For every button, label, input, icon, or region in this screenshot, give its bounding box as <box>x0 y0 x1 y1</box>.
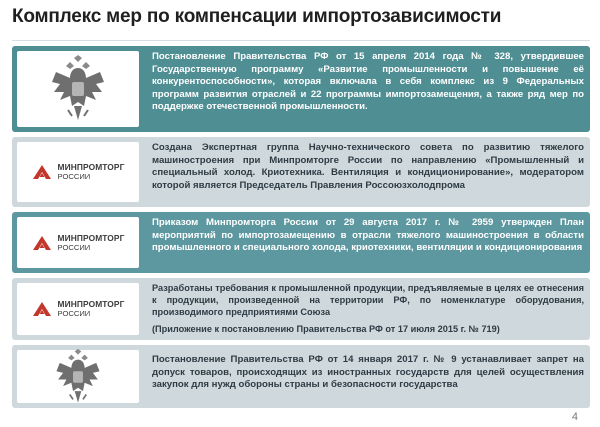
minpromtorg-mark-icon <box>32 164 52 180</box>
measure-row-2 <box>12 137 590 207</box>
logo-line-2: РОССИИ <box>57 172 91 181</box>
minpromtorg-logo <box>32 300 125 318</box>
measure-text-line: Постановление Правительства РФ от 14 января 2017 г. № 9 устанавливает запрет на допуск товаров, происходящих из иностранных государств для целей осуществления закупок для нужд обороны страны и безопасности государства <box>152 354 584 391</box>
logo-line-1: МИНПРОМТОРГ <box>57 162 125 172</box>
page-title: Комплекс мер по компенсации импортозависимости <box>12 6 502 27</box>
measure-text-line: Создана Экспертная группа Научно-технического совета по развитию тяжелого машиностроения при Минпромторге России по направлению «Промышленный и специальный холод. Криотехника. Вентиляция и кондиционирование», модератором которой является Председатель Правления Россоюзхолодпрома <box>152 142 584 191</box>
measure-text <box>152 283 584 336</box>
logo-line-1: МИНПРОМТОРГ <box>57 299 125 309</box>
emblem-box <box>17 51 139 127</box>
logo-box <box>17 142 139 202</box>
minpromtorg-mark-icon <box>32 301 52 317</box>
measure-row-1 <box>12 46 590 132</box>
measure-text <box>152 51 584 114</box>
logo-line-1: МИНПРОМТОРГ <box>57 232 125 243</box>
russian-coat-of-arms-icon <box>52 348 104 406</box>
minpromtorg-logo <box>32 234 125 252</box>
logo-line-2: РОССИИ <box>57 309 91 318</box>
logo-line-2: РОССИИ <box>57 242 91 252</box>
title-divider <box>12 40 590 41</box>
emblem-box <box>17 350 139 403</box>
measure-row-3 <box>12 212 590 273</box>
minpromtorg-logo <box>32 163 125 181</box>
minpromtorg-mark-icon <box>32 235 52 251</box>
logo-box <box>17 217 139 268</box>
measure-text <box>152 354 584 392</box>
measure-text-line: Приказом Минпромторга России от 29 августа 2017 г. № 2959 утвержден План мероприятий по импортозамещению в отрасли тяжелого машиностроения в области промышленного и специального холода, криотехники, вентиляции и кондиционирования <box>152 217 584 254</box>
measure-row-5 <box>12 345 590 408</box>
measure-text-line: Постановление Правительства РФ от 15 апреля 2014 года № 328, утвердившее Государственную программу «Развитие промышленности и повышение её конкурентоспособности», которая включала в себя комплекс из 9 Федеральных программ развития отраслей и 22 программы импортозамещения, а также ряд мер по поддержке отечественной промышленности. <box>152 51 584 113</box>
measure-note: (Приложение к постановлению Правительства РФ от 17 июля 2015 г. № 719) <box>152 324 500 335</box>
measure-text-line: Разработаны требования к промышленной продукции, предъявляемые в целях ее отнесения к продукции, произведенной на территории РФ, по номенклатуре оборудования, производимого предприятиями Союза <box>152 283 584 317</box>
measure-text <box>152 142 584 192</box>
russian-coat-of-arms-icon <box>48 54 108 124</box>
measure-text <box>152 217 584 255</box>
measure-row-4 <box>12 278 590 340</box>
logo-box <box>17 283 139 335</box>
page-number: 4 <box>571 411 578 423</box>
